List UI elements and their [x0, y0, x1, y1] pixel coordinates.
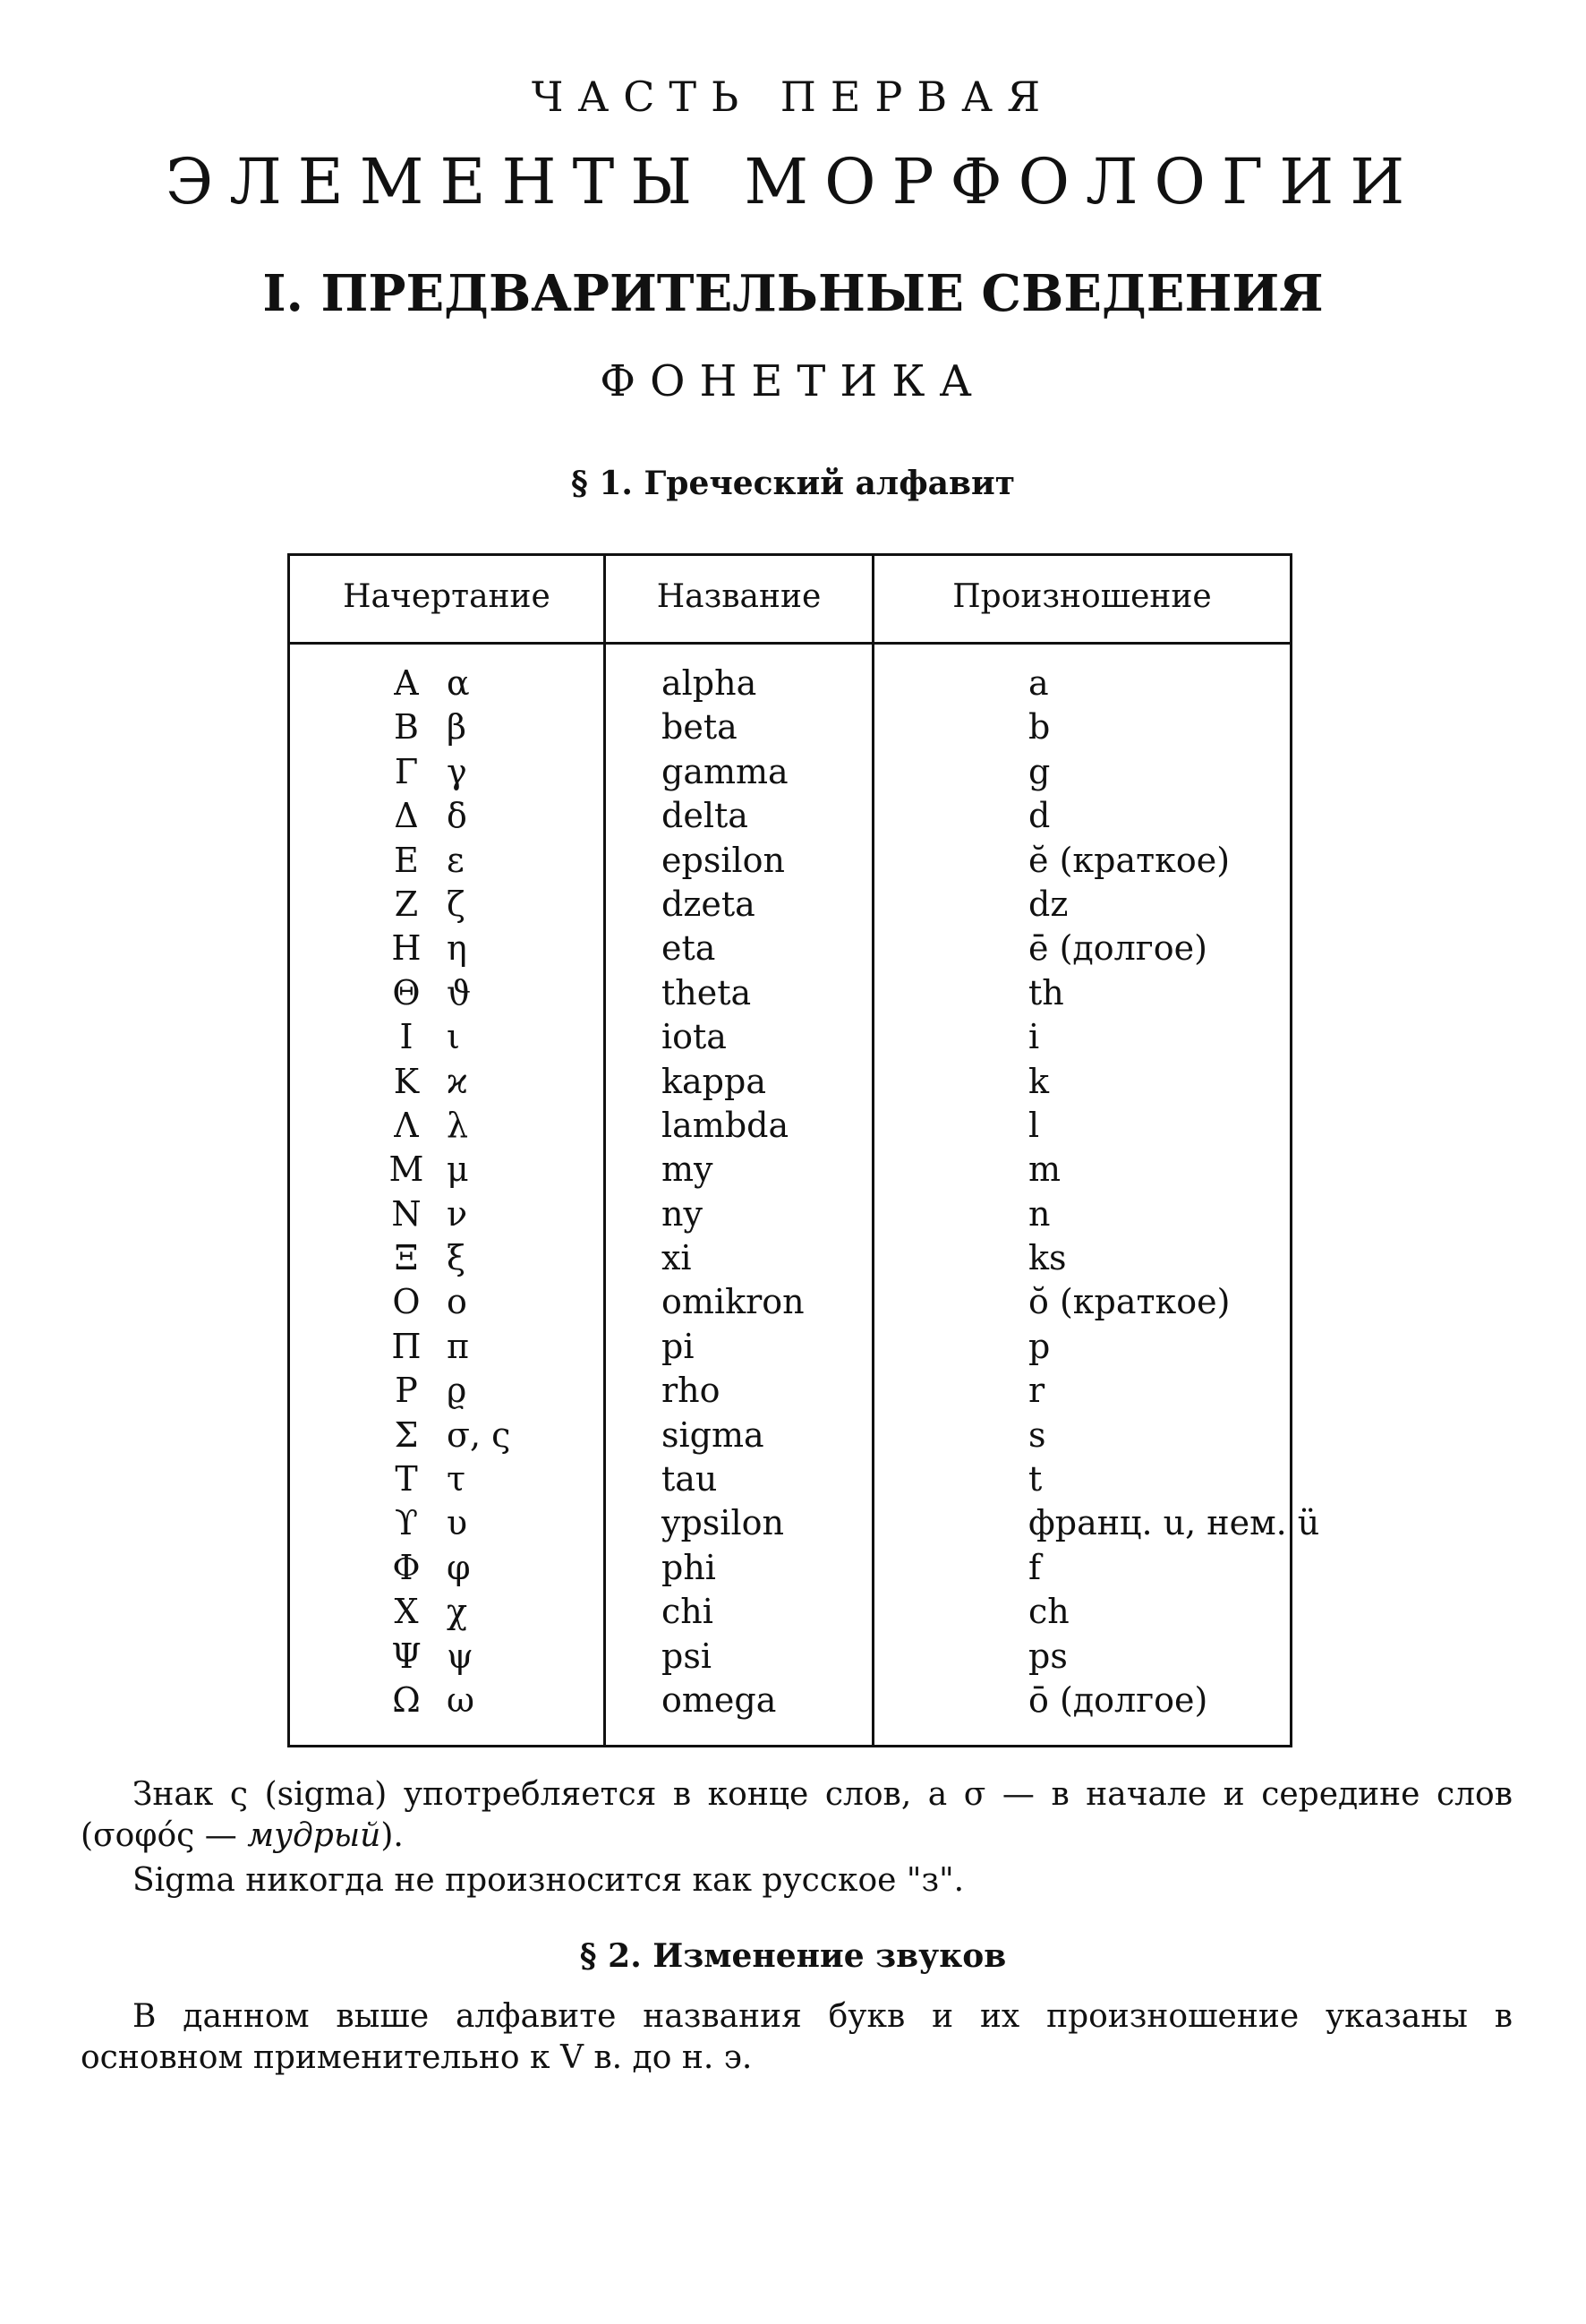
letter-name: ypsilon: [661, 1503, 784, 1543]
table-row: [290, 1457, 1290, 1501]
letter-uppercase: Ε: [394, 840, 419, 880]
letter-uppercase: Ψ: [391, 1636, 422, 1676]
letter-pronunciation: l: [1028, 1105, 1040, 1145]
letter-pronunciation: p: [1028, 1326, 1051, 1366]
letter-lowercase: ο: [447, 1282, 467, 1322]
letter-lowercase: β: [447, 707, 466, 748]
letter-uppercase: Β: [394, 707, 419, 748]
table-row: [290, 794, 1290, 838]
letter-lowercase: δ: [447, 796, 467, 836]
letter-lowercase: ζ: [447, 884, 465, 924]
letter-uppercase: Π: [391, 1326, 422, 1366]
paragraph-1-heading: § 1. Греческий алфавит: [570, 465, 1016, 502]
letter-name: phi: [661, 1547, 716, 1587]
letter-lowercase: π: [447, 1326, 469, 1366]
letter-lowercase: σ, ς: [447, 1414, 511, 1455]
letter-uppercase: Ξ: [394, 1238, 419, 1278]
table-row: [290, 1060, 1290, 1104]
letter-lowercase: τ: [447, 1459, 466, 1499]
letter-uppercase: Χ: [394, 1592, 419, 1632]
letter-pronunciation: ps: [1028, 1636, 1068, 1676]
table-row: [290, 1015, 1290, 1059]
letter-name: sigma: [661, 1414, 764, 1455]
letter-pronunciation: f: [1028, 1547, 1042, 1587]
part-title: ЭЛЕМЕНТЫ МОРФОЛОГИИ: [165, 145, 1421, 218]
chapter-heading: I. ПРЕДВАРИТЕЛЬНЫЕ СВЕДЕНИЯ: [262, 264, 1324, 323]
table-row: [290, 705, 1290, 749]
letter-pronunciation: франц. u, нем. ü: [1028, 1503, 1320, 1543]
header-divider: [290, 642, 1290, 645]
letter-pronunciation: ks: [1028, 1238, 1067, 1278]
table-row: [290, 1590, 1290, 1634]
section-heading: ФОНЕТИКА: [600, 356, 986, 406]
letter-name: theta: [661, 972, 752, 1012]
letter-name: delta: [661, 796, 748, 836]
letter-uppercase: Ι: [399, 1017, 414, 1057]
table-row: [290, 1325, 1290, 1369]
table-row: [290, 1501, 1320, 1545]
letter-uppercase: Ν: [391, 1193, 422, 1234]
header-name: Название: [656, 578, 822, 615]
table-row: [290, 839, 1290, 883]
letter-name: rho: [661, 1371, 721, 1411]
letter-pronunciation: a: [1028, 663, 1049, 703]
letter-name: eta: [661, 928, 716, 969]
letter-uppercase: Η: [391, 928, 422, 969]
letter-name: my: [661, 1149, 713, 1190]
letter-uppercase: Κ: [393, 1061, 420, 1101]
letter-uppercase: Α: [394, 663, 419, 703]
part-heading: ЧАСТЬ ПЕРВАЯ: [531, 73, 1055, 121]
letter-uppercase: Ω: [392, 1679, 421, 1720]
letter-name: beta: [661, 707, 738, 748]
letter-pronunciation: ē (долгое): [1028, 928, 1207, 969]
letter-name: iota: [661, 1017, 727, 1057]
table-body: [290, 662, 1320, 1722]
letter-lowercase: α: [447, 663, 470, 703]
letter-pronunciation: ŏ (краткое): [1028, 1282, 1231, 1322]
letter-pronunciation: b: [1028, 707, 1051, 748]
alphabet-table: [287, 553, 1320, 1747]
letter-uppercase: Γ: [394, 751, 419, 791]
letter-name: omega: [661, 1679, 777, 1720]
note-sigma-text: Знак ς (sigma) употребляется в конце слов, а σ — в начале и середине слов (σοφός —: [81, 1776, 1513, 1854]
letter-name: dzeta: [661, 884, 755, 924]
letter-uppercase: Μ: [388, 1149, 424, 1190]
letter-name: ny: [661, 1193, 703, 1234]
letter-name: alpha: [661, 663, 757, 703]
letter-pronunciation: r: [1028, 1371, 1045, 1411]
letter-name: omikron: [661, 1282, 805, 1322]
letter-uppercase: Δ: [394, 796, 419, 836]
table-row: [290, 1280, 1290, 1324]
letter-pronunciation: ĕ (краткое): [1028, 840, 1231, 880]
letter-lowercase: λ: [447, 1105, 469, 1145]
letter-lowercase: μ: [447, 1149, 469, 1190]
letter-pronunciation: th: [1028, 972, 1064, 1012]
letter-name: xi: [661, 1238, 692, 1278]
letter-uppercase: Ρ: [395, 1371, 418, 1411]
note-alphabet: В данном выше алфавите названия букв и их произношение указаны в основном применительно к V в. до н. э.: [81, 1998, 1513, 2076]
letter-lowercase: ϱ: [447, 1371, 467, 1411]
letter-name: chi: [661, 1592, 713, 1632]
letter-name: tau: [661, 1459, 718, 1499]
table-row: [290, 750, 1290, 794]
letter-pronunciation: m: [1028, 1149, 1062, 1190]
letter-uppercase: Φ: [392, 1547, 421, 1587]
letter-lowercase: ξ: [447, 1238, 465, 1278]
table-row: [290, 662, 1290, 705]
letter-pronunciation: s: [1028, 1414, 1046, 1455]
table-row: [290, 883, 1290, 927]
letter-uppercase: Τ: [395, 1459, 418, 1499]
table-row: [290, 1148, 1290, 1192]
letter-uppercase: ϒ: [394, 1503, 419, 1543]
paragraph-2-heading: § 2. Изменение звуков: [579, 1937, 1007, 1975]
letter-pronunciation: n: [1028, 1193, 1051, 1234]
letter-uppercase: Ζ: [394, 884, 419, 924]
letter-name: psi: [661, 1636, 712, 1676]
letter-pronunciation: k: [1028, 1061, 1050, 1101]
table-row: [290, 1369, 1290, 1413]
letter-lowercase: ε: [447, 840, 465, 880]
letter-pronunciation: d: [1028, 796, 1051, 836]
table-row: [290, 1546, 1290, 1590]
letter-lowercase: ϑ: [447, 972, 472, 1012]
letter-lowercase: ψ: [447, 1636, 473, 1676]
letter-name: epsilon: [661, 840, 785, 880]
letter-lowercase: γ: [447, 751, 467, 791]
letter-pronunciation: ō (долгое): [1028, 1679, 1208, 1720]
letter-lowercase: ϰ: [447, 1061, 468, 1101]
letter-pronunciation: t: [1028, 1459, 1043, 1499]
letter-pronunciation: ch: [1028, 1592, 1070, 1632]
header-pronunciation: Произношение: [952, 578, 1212, 615]
letter-lowercase: φ: [447, 1547, 471, 1587]
table-row: [290, 1414, 1290, 1457]
letter-uppercase: Θ: [392, 972, 421, 1012]
table-row: [290, 927, 1290, 970]
header-shape: Начертание: [343, 578, 550, 615]
letter-lowercase: υ: [447, 1503, 468, 1543]
letter-lowercase: ω: [447, 1679, 474, 1720]
letter-uppercase: Λ: [394, 1105, 419, 1145]
note-sigma: [81, 1774, 1513, 1857]
table-row: [290, 1635, 1290, 1679]
letter-lowercase: ι: [447, 1017, 460, 1057]
letter-uppercase: Ο: [392, 1282, 421, 1322]
table-row: [290, 1679, 1290, 1722]
letter-name: pi: [661, 1326, 695, 1366]
table-row: [290, 971, 1290, 1015]
letter-pronunciation: i: [1028, 1017, 1040, 1057]
note-sigma-end: ).: [380, 1817, 404, 1854]
letter-pronunciation: dz: [1028, 884, 1069, 924]
letter-uppercase: Σ: [394, 1414, 419, 1455]
table-row: [290, 1104, 1290, 1148]
letter-pronunciation: g: [1028, 751, 1051, 791]
letter-lowercase: ν: [447, 1193, 468, 1234]
table-row: [290, 1192, 1290, 1236]
letter-name: lambda: [661, 1105, 789, 1145]
letter-lowercase: χ: [447, 1592, 468, 1632]
note-sigma-pronunciation: Sigma никогда не произносится как русское "з".: [132, 1862, 965, 1899]
table-row: [290, 1236, 1290, 1280]
letter-name: gamma: [661, 751, 789, 791]
letter-lowercase: η: [447, 928, 467, 969]
note-sigma-italic: мудрый: [247, 1817, 381, 1854]
letter-name: kappa: [661, 1061, 766, 1101]
